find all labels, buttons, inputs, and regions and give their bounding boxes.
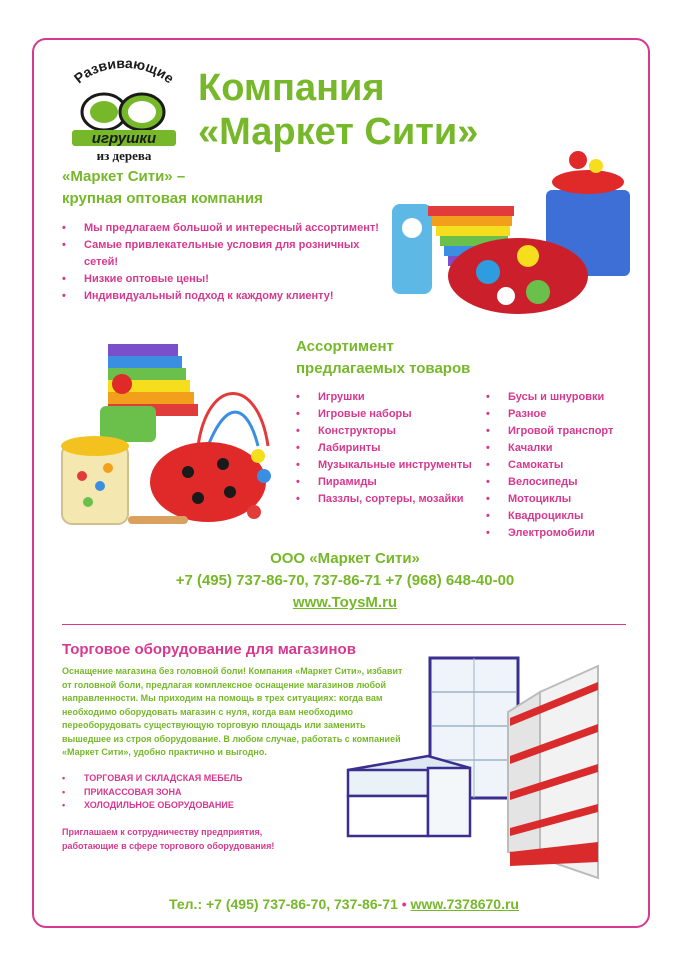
intro-list [62,220,380,305]
toy-elephant-eye [402,218,422,238]
list-item: • Электромобили [486,525,636,542]
logo-sub-text: из дерева [96,148,152,163]
list-item: • Игрушки [296,389,472,406]
equipment-paragraph: Оснащение магазина без головной боли! Компания «Маркет Сити», избавит от головной боли, предлагая комплексное оснащение магазинов любой направленности. Мы приходим на помощь в трех ситуациях: когда вам необходимо оборудовать магазин с нуля, когда вам необходимо переоборудовать существующую торговую площадь или заменить вышедшее из строя оборудование. В любом случае, работать с компанией «Маркет Сити», удобно практично и выгодно. [62,666,403,757]
toy-ball-yellow [589,159,603,173]
footer-website-link[interactable]: www.7378670.ru [410,896,519,912]
contact-phones: +7 (495) 737-86-70, 737-86-71 +7 (968) 648-40-00 [175,572,515,589]
list-item: • Конструкторы [296,423,472,440]
website-link[interactable]: www.ToysM.ru [292,594,398,611]
toy-peg-white [497,287,515,305]
list-item: • Квадроциклы [486,508,636,525]
toy-peg-green [526,280,550,304]
toys-photo-middle [58,336,288,536]
logo-leaf-left-inner [90,101,118,123]
list-item: • Велосипеды [486,474,636,491]
toy-peg-yellow [517,245,539,267]
list-item: • Пирамиды [296,474,472,491]
assortment-heading [296,336,556,380]
toy-ball-red [569,151,587,169]
assortment-list-col2 [486,389,636,542]
list-item: • Разное [486,406,636,423]
list-item: • ПРИКАССОВАЯ ЗОНА [62,786,362,800]
list-item: • Мотоциклы [486,491,636,508]
toy-elephant [392,204,432,294]
list-item: • ХОЛОДИЛЬНОЕ ОБОРУДОВАНИЕ [62,799,362,813]
invitation-line1: Приглашаем к сотрудничеству предприятия, [62,827,263,837]
company-title-line1: Компания [198,67,385,109]
invitation-line2: работающие в сфере торгового оборудования! [62,840,275,851]
list-item: • ТОРГОВАЯ И СКЛАДСКАЯ МЕБЕЛЬ [62,772,362,786]
toy-ladybug-small [112,374,132,394]
section-divider [62,624,626,625]
assortment-list-col1 [296,389,472,508]
intro-heading-line2: крупная оптовая компания [62,190,263,207]
invitation-text [62,826,362,853]
contact-block [130,548,560,614]
intro-heading [62,166,362,210]
list-item: • Музыкальные инструменты [296,457,472,474]
toy-jar-lid [61,436,129,456]
toy-puzzle [100,406,156,442]
list-item: • Игровые наборы [296,406,472,423]
list-item: • Бусы и шнуровки [486,389,636,406]
equipment-photo [410,652,620,882]
toy-bead-maze [198,394,268,447]
assortment-heading-line2: предлагаемых товаров [296,360,471,377]
toy-pounding-top [552,170,624,194]
company-name: ООО «Маркет Сити» [270,550,420,567]
list-item: • Лабиринты [296,440,472,457]
list-item: • Индивидуальный подход к каждому клиенту! [62,288,380,305]
toys-photo-top [388,146,638,316]
list-item: • Самокаты [486,457,636,474]
assortment-heading-line1: Ассортимент [296,338,394,355]
company-title-line2: «Маркет Сити» [198,111,479,153]
equipment-list [62,772,362,813]
footer [80,896,608,912]
list-item: • Паззлы, сортеры, мозайки [296,491,472,508]
list-item: • Мы предлагаем большой и интересный ассортимент! [62,220,380,237]
toy-ladybug-board [448,238,588,314]
list-item: • Самые привлекательные условия для розничных сетей! [62,237,380,271]
toy-peg-blue [476,260,500,284]
footer-separator: • [401,896,407,912]
logo-main-text: игрушки [91,130,157,147]
logo [58,54,188,168]
company-title [198,66,558,154]
equipment-heading: Торговое оборудование для магазинов [62,641,356,658]
wall-shelving [508,666,598,878]
display-counter [348,756,470,836]
toy-maraca [128,516,188,524]
list-item: • Низкие оптовые цены! [62,271,380,288]
intro-heading-line1: «Маркет Сити» – [62,168,186,185]
logo-arc-text: Развивающие [70,54,178,87]
logo-mark [58,54,188,168]
list-item: • Игровой транспорт [486,423,636,440]
footer-phones: Тел.: +7 (495) 737-86-70, 737-86-71 [169,896,398,912]
logo-leaf-right-inner [128,101,156,123]
list-item: • Качалки [486,440,636,457]
